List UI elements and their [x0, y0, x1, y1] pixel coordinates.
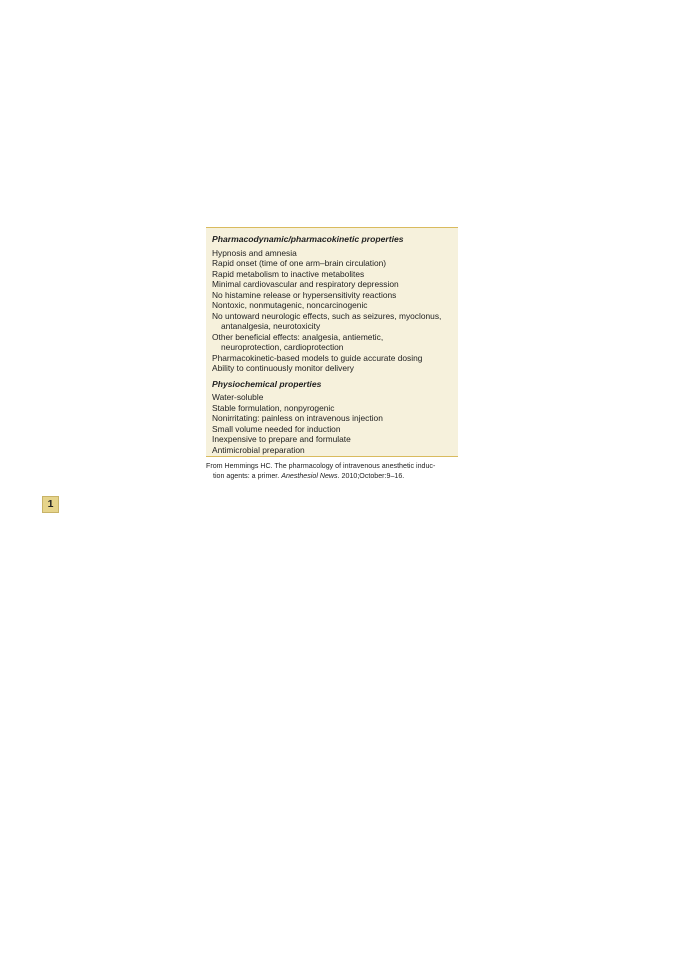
- list-item: [212, 269, 452, 280]
- list-item-text: Other beneficial effects: analgesia, antiemetic,: [212, 331, 384, 342]
- footnote-text-part3: . 2010;October:9–16.: [337, 471, 405, 480]
- list-item-text: Stable formulation, nonpyrogenic: [212, 402, 335, 413]
- list-item-text: Pharmacokinetic-based models to guide accurate dosing: [212, 352, 423, 363]
- physiochemical-properties-list: [212, 392, 452, 455]
- properties-table: [206, 227, 458, 457]
- list-item: [212, 403, 452, 414]
- list-item: [212, 445, 452, 456]
- list-item: [212, 332, 452, 353]
- page-number-badge: 1: [42, 496, 59, 513]
- table-source-footnote: [206, 462, 466, 481]
- list-item-text: No histamine release or hypersensitivity reactions: [212, 289, 397, 300]
- list-item-text: Rapid onset (time of one arm–brain circulation): [212, 258, 387, 268]
- list-item-continuation: antanalgesia, neurotoxicity: [221, 321, 321, 331]
- list-item: [212, 290, 452, 301]
- list-item: [212, 392, 452, 403]
- list-item-text: Antimicrobial preparation: [212, 444, 305, 455]
- list-item: [212, 434, 452, 445]
- pharmacodynamic-properties-list: [212, 248, 452, 374]
- list-item-text: Minimal cardiovascular and respiratory depression: [212, 279, 399, 289]
- list-item: [212, 300, 452, 311]
- footnote-text-part2: tion agents: a primer.: [213, 471, 282, 480]
- list-item: [212, 311, 452, 332]
- list-item: [212, 363, 452, 374]
- list-item-text: Nonirritating: painless on intravenous injection: [212, 413, 383, 423]
- list-item-text: Hypnosis and amnesia: [212, 247, 297, 258]
- list-item-text: Rapid metabolism to inactive metabolites: [212, 268, 365, 279]
- list-item: [212, 413, 452, 424]
- list-item-text: Inexpensive to prepare and formulate: [212, 434, 351, 444]
- footnote-text-part1: From Hemmings HC. The pharmacology of intravenous anesthetic induc-: [206, 462, 436, 470]
- list-item-text: Nontoxic, nonmutagenic, noncarcinogenic: [212, 300, 368, 310]
- list-item: [212, 279, 452, 290]
- list-item-text: No untoward neurologic effects, such as seizures, myoclonus,: [212, 310, 442, 321]
- section-title-physiochemical: Physiochemical properties: [212, 378, 322, 389]
- list-item: [212, 424, 452, 435]
- footnote-journal-name: Anesthesiol News: [281, 471, 338, 480]
- list-item: [212, 353, 452, 364]
- list-item: [212, 248, 452, 259]
- list-item-text: Water-soluble: [212, 392, 264, 402]
- list-item-continuation: neuroprotection, cardioprotection: [221, 342, 344, 352]
- list-item-text: Ability to continuously monitor delivery: [212, 363, 354, 373]
- list-item-text: Small volume needed for induction: [212, 423, 341, 434]
- list-item: [212, 258, 452, 269]
- section-title-pharmacodynamic: Pharmacodynamic/pharmacokinetic properties: [212, 234, 404, 244]
